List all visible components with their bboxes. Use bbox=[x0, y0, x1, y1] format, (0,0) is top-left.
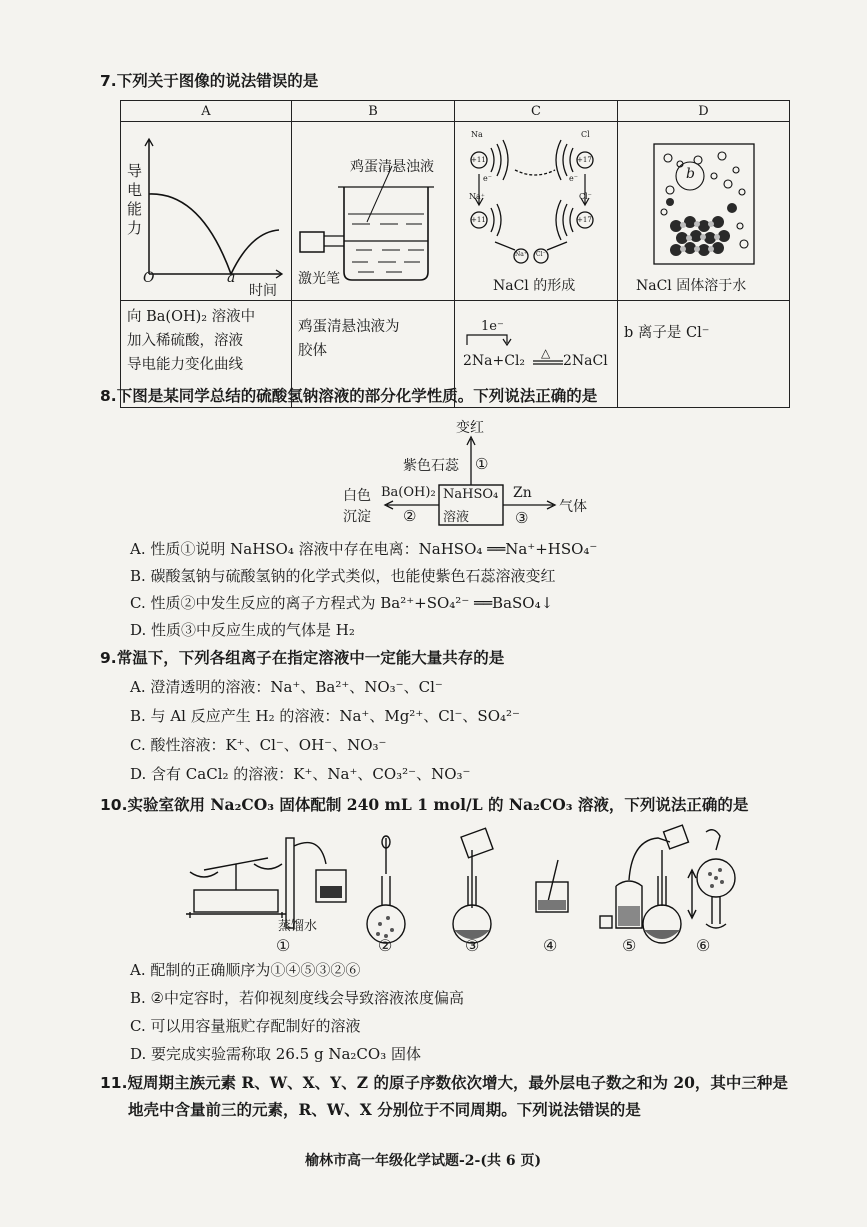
q10-step-3: ③ bbox=[465, 936, 480, 955]
q8-option-d: D. 性质③中反应生成的气体是 H₂ bbox=[130, 621, 355, 639]
q10-step-2: ② bbox=[378, 936, 393, 955]
q8-stem-text: 下图是某同学总结的硫酸氢钠溶液的部分化学性质。下列说法正确的是 bbox=[116, 386, 598, 405]
nacl-dissolving-diagram bbox=[618, 122, 788, 300]
q8-number: 8. bbox=[100, 387, 117, 405]
q10-stem bbox=[100, 794, 748, 816]
b-beaker-label: 鸡蛋清悬浊液 bbox=[350, 159, 434, 175]
c-pair-cl: Cl⁻ bbox=[536, 251, 546, 258]
q9-option-d: D. 含有 CaCl₂ 的溶液：K⁺、Na⁺、CO₃²⁻、NO₃⁻ bbox=[130, 765, 471, 783]
c-na-label: Na bbox=[471, 130, 483, 139]
q9-stem-text: 常温下，下列各组离子在指定溶液中一定能大量共存的是 bbox=[116, 648, 505, 667]
q7-desc-a: 向 Ba(OH)₂ 溶液中 加入稀硫酸，溶液 导电能力变化曲线 bbox=[121, 301, 292, 408]
q8-option-a: A. 性质①说明 NaHSO₄ 溶液中存在电离：NaHSO₄ ══Na⁺+HSO₄⁻ bbox=[130, 540, 598, 558]
q9-stem bbox=[100, 647, 504, 669]
q8-mark1: ① bbox=[475, 455, 489, 473]
q9-number: 9. bbox=[100, 649, 117, 667]
c-electron-right: e⁻ bbox=[569, 174, 578, 183]
q8-right-result: 气体 bbox=[559, 499, 587, 515]
q7-header-a: A bbox=[121, 101, 292, 122]
q10-option-a: A. 配制的正确顺序为①④⑤③②⑥ bbox=[130, 961, 361, 979]
q7-header-c: C bbox=[455, 101, 618, 122]
q9-option-c: C. 酸性溶液：K⁺、Cl⁻、OH⁻、NO₃⁻ bbox=[130, 736, 387, 754]
q8-right-reagent: Zn bbox=[513, 485, 532, 501]
q8-diagram bbox=[335, 415, 595, 530]
q10-stem-text: 实验室欲用 Na₂CO₃ 固体配制 240 mL 1 mol/L 的 Na₂CO₃ 溶液，下列说法正确的是 bbox=[127, 795, 749, 814]
c-na-ion-label: Na⁺ bbox=[469, 192, 485, 201]
q11-stem-text-1: 短周期主族元素 R、W、X、Y、Z 的原子序数依次增大，最外层电子数之和为 20，其中三种是 bbox=[127, 1073, 788, 1092]
balance-icon bbox=[186, 838, 346, 928]
flask-dropper-icon bbox=[367, 836, 405, 943]
q7-table bbox=[120, 100, 790, 408]
q9-option-a: A. 澄清透明的溶液：Na⁺、Ba²⁺、NO₃⁻、Cl⁻ bbox=[130, 678, 443, 696]
c-equation-left: 2Na+Cl₂ bbox=[463, 353, 526, 369]
q11-stem-line2: 地壳中含量前三的元素，R、W、X 分别位于不同周期。下列说法错误的是 bbox=[128, 1100, 641, 1119]
flask-transfer-icon bbox=[453, 828, 493, 943]
d-caption: NaCl 固体溶于水 bbox=[636, 278, 747, 294]
q7-figure-c bbox=[455, 122, 618, 301]
q7-figure-d bbox=[618, 122, 790, 301]
c-na-ion-nucleus: +11 bbox=[471, 216, 486, 224]
q10-step-1: ① bbox=[276, 936, 291, 955]
q8-box-line1: NaHSO₄ bbox=[443, 487, 499, 502]
q8-option-c: C. 性质②中发生反应的离子方程式为 Ba²⁺+SO₄²⁻ ══BaSO₄↓ bbox=[130, 594, 554, 612]
c-electron-left: e⁻ bbox=[483, 174, 492, 183]
q10-apparatus-figure bbox=[180, 820, 750, 958]
q7-number: 7. bbox=[100, 72, 117, 90]
q7-header-b: B bbox=[292, 101, 455, 122]
q8-left-result-2: 沉淀 bbox=[343, 509, 371, 525]
c-condition: △ bbox=[541, 346, 551, 360]
q10-option-b: B. ②中定容时，若仰视刻度线会导致溶液浓度偏高 bbox=[130, 989, 465, 1007]
q8-top-reagent: 紫色石蕊 bbox=[403, 458, 459, 474]
a-origin: O bbox=[143, 270, 155, 286]
q7-desc-d: b 离子是 Cl⁻ bbox=[618, 301, 790, 408]
q10-step-4: ④ bbox=[543, 936, 558, 955]
q10-step-5: ⑤ bbox=[622, 936, 637, 955]
c-pair-na: Na⁺ bbox=[515, 251, 527, 258]
wash-bottle-flask-icon bbox=[600, 825, 688, 943]
nacl-formation-diagram bbox=[455, 122, 617, 300]
c-cl-label: Cl bbox=[581, 130, 590, 139]
q7-stem bbox=[100, 70, 318, 92]
c-na-nucleus: +11 bbox=[471, 156, 486, 164]
q8-option-b: B. 碳酸氢钠与硫酸氢钠的化学式类似，也能使紫色石蕊溶液变红 bbox=[130, 567, 556, 585]
c-cl-nucleus: +17 bbox=[577, 156, 592, 164]
q8-stem bbox=[100, 385, 597, 407]
a-ylabel: 导 电 能 力 bbox=[127, 162, 143, 237]
q7-desc-b: 鸡蛋清悬浊液为 胶体 bbox=[292, 301, 455, 408]
a-point: a bbox=[227, 270, 236, 286]
c-cl-ion-label: Cl⁻ bbox=[579, 192, 592, 201]
c-caption: NaCl 的形成 bbox=[493, 278, 576, 294]
q10-distilled-water-label: 蒸馏水 bbox=[278, 919, 318, 934]
d-ion-label: b bbox=[686, 166, 695, 182]
q7-figure-b bbox=[292, 122, 455, 301]
page-footer: 榆林市高一年级化学试题-2-(共 6 页) bbox=[305, 1153, 542, 1169]
q10-number: 10. bbox=[100, 796, 128, 814]
q8-top-result: 变红 bbox=[456, 420, 484, 436]
c-transfer-label: 1e⁻ bbox=[481, 319, 504, 334]
q11-number: 11. bbox=[100, 1074, 128, 1092]
invert-flask-icon bbox=[688, 830, 735, 928]
q8-box-line2: 溶液 bbox=[443, 510, 470, 525]
q11-stem-line1 bbox=[100, 1072, 788, 1094]
q10-step-6: ⑥ bbox=[696, 936, 711, 955]
q8-left-result-1: 白色 bbox=[343, 488, 371, 504]
b-laser-label: 激光笔 bbox=[298, 271, 340, 287]
q9-option-b: B. 与 Al 反应产生 H₂ 的溶液：Na⁺、Mg²⁺、Cl⁻、SO₄²⁻ bbox=[130, 707, 520, 725]
a-xlabel: 时间 bbox=[249, 283, 277, 299]
c-equation-right: 2NaCl bbox=[563, 353, 608, 369]
q8-mark3: ③ bbox=[515, 509, 529, 527]
q8-left-reagent: Ba(OH)₂ bbox=[381, 485, 436, 500]
q10-option-c: C. 可以用容量瓶贮存配制好的溶液 bbox=[130, 1017, 361, 1035]
c-cl-ion-nucleus: +17 bbox=[577, 216, 592, 224]
q10-option-d: D. 要完成实验需称取 26.5 g Na₂CO₃ 固体 bbox=[130, 1045, 421, 1063]
q7-header-d: D bbox=[618, 101, 790, 122]
q7-figure-a bbox=[121, 122, 292, 301]
q7-stem-text: 下列关于图像的说法错误的是 bbox=[116, 71, 319, 90]
q8-mark2: ② bbox=[403, 507, 417, 525]
